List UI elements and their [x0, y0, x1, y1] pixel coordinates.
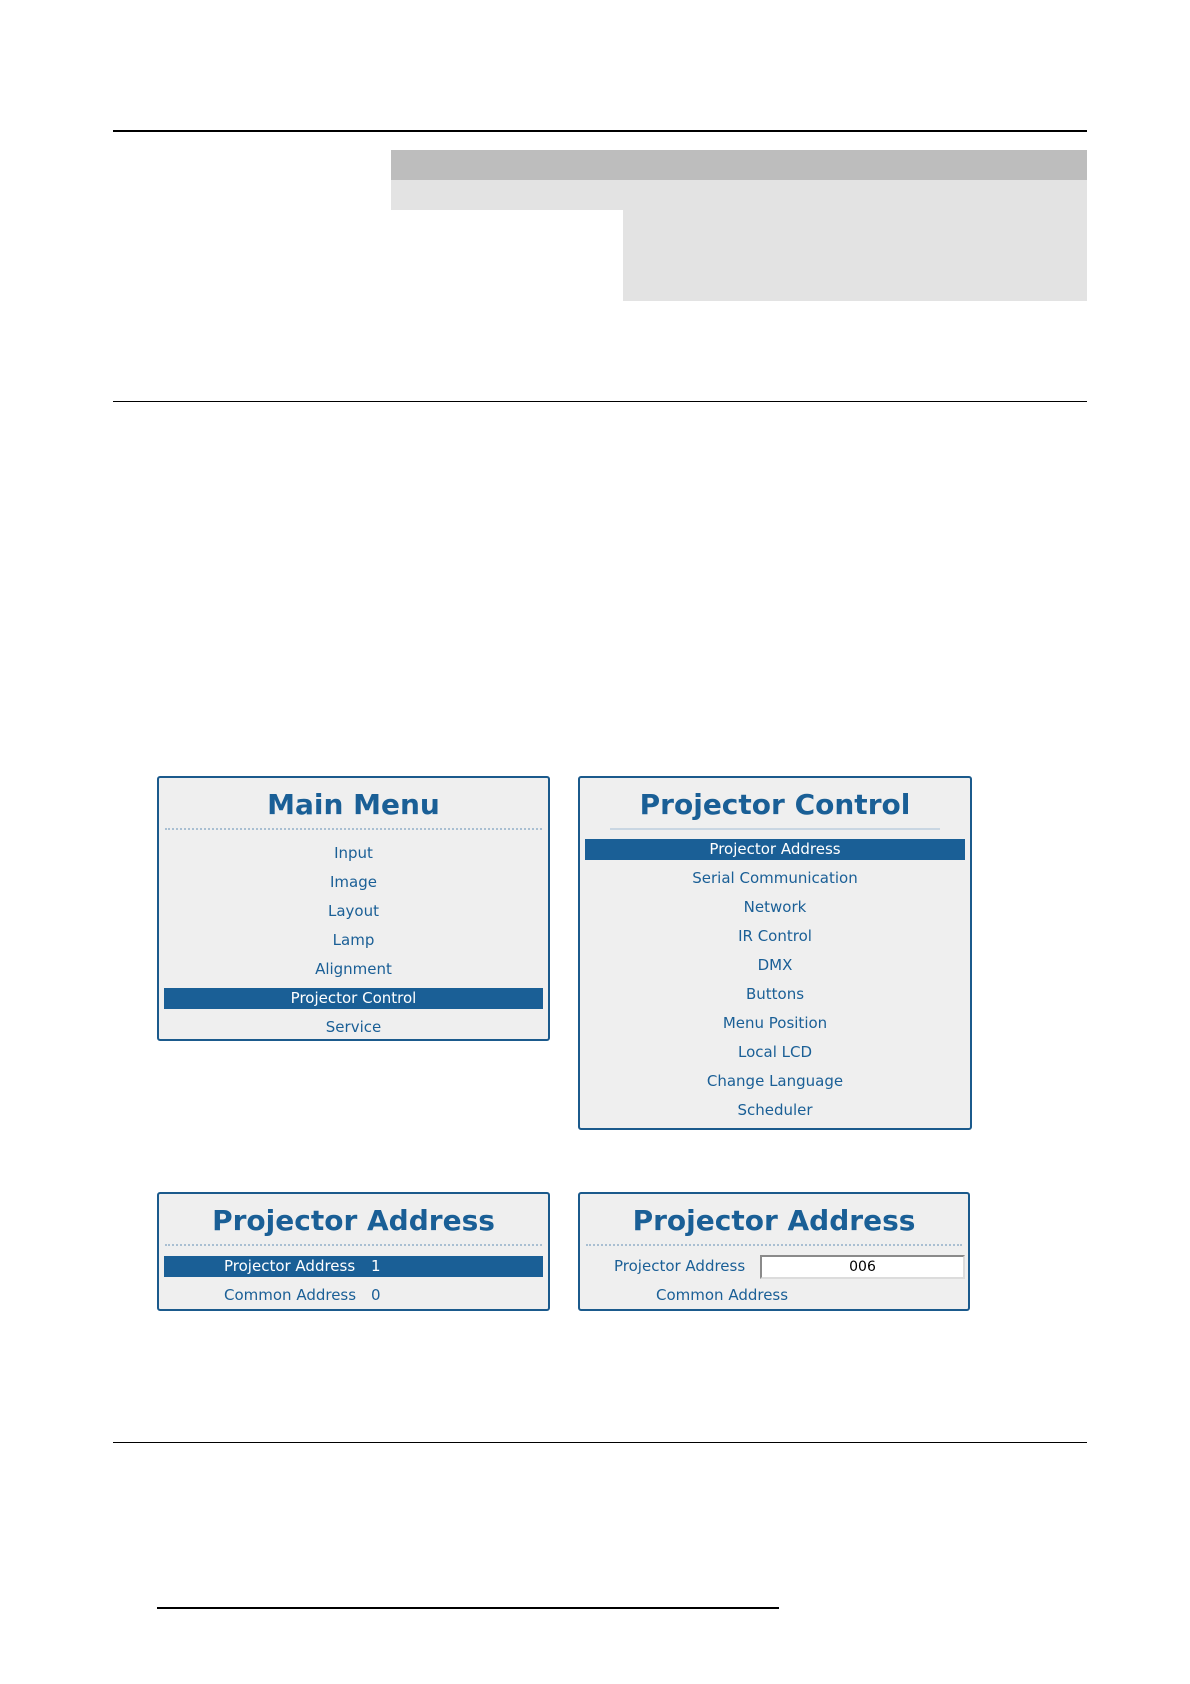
projector-control-title: Projector Control — [639, 788, 911, 821]
address-edit-row-common — [585, 1281, 963, 1310]
bottom-rule — [113, 1442, 1087, 1443]
menu-item-projector-control[interactable]: Projector Control — [164, 988, 543, 1009]
common-address-value: 0 — [371, 1286, 381, 1304]
main-menu-separator — [165, 828, 542, 830]
menu-item-lamp[interactable]: Lamp — [332, 931, 375, 949]
address-edit-row-projector — [585, 1252, 963, 1281]
projector-address-label: Projector Address — [224, 1257, 356, 1275]
address-row-common[interactable] — [164, 1281, 543, 1310]
top-rule — [113, 130, 1087, 132]
main-menu-title: Main Menu — [267, 788, 440, 821]
projector-control-panel — [578, 776, 972, 1130]
menu-item-layout[interactable]: Layout — [328, 902, 379, 920]
menu-item-local-lcd[interactable]: Local LCD — [737, 1043, 813, 1061]
table-row-band — [391, 180, 1087, 210]
projector-address-view-title: Projector Address — [212, 1204, 495, 1237]
projector-address-edit-label: Projector Address — [614, 1257, 746, 1275]
projector-address-view-panel — [157, 1192, 550, 1311]
menu-item-alignment[interactable]: Alignment — [315, 960, 392, 978]
projector-address-edit-separator — [586, 1244, 962, 1246]
menu-item-serial-communication[interactable]: Serial Communication — [692, 869, 858, 887]
menu-item-service[interactable]: Service — [325, 1018, 382, 1036]
address-row-projector[interactable] — [164, 1256, 543, 1277]
main-menu-panel — [157, 776, 550, 1041]
menu-item-dmx[interactable]: DMX — [757, 956, 793, 974]
projector-address-view-separator — [165, 1244, 542, 1246]
common-address-label: Common Address — [224, 1286, 357, 1304]
projector-control-separator — [610, 828, 940, 830]
menu-item-ir-control[interactable]: IR Control — [738, 927, 812, 945]
table-cell-band — [623, 210, 1087, 301]
menu-item-image[interactable]: Image — [330, 873, 377, 891]
menu-item-change-language[interactable]: Change Language — [706, 1072, 844, 1090]
menu-item-buttons[interactable]: Buttons — [745, 985, 805, 1003]
menu-item-scheduler[interactable]: Scheduler — [737, 1101, 813, 1119]
projector-address-input[interactable]: 006 — [760, 1255, 965, 1279]
menu-item-network[interactable]: Network — [743, 898, 807, 916]
menu-item-menu-position[interactable]: Menu Position — [722, 1014, 828, 1032]
projector-address-edit-panel — [578, 1192, 970, 1311]
menu-item-input[interactable]: Input — [334, 844, 373, 862]
menu-item-projector-address[interactable]: Projector Address — [585, 839, 965, 860]
projector-address-value: 1 — [371, 1257, 381, 1275]
table-header-band — [391, 150, 1087, 180]
section-rule — [113, 401, 1087, 402]
footnote-rule — [157, 1607, 779, 1609]
projector-address-edit-title: Projector Address — [632, 1204, 916, 1237]
common-address-edit-label: Common Address — [656, 1286, 789, 1304]
